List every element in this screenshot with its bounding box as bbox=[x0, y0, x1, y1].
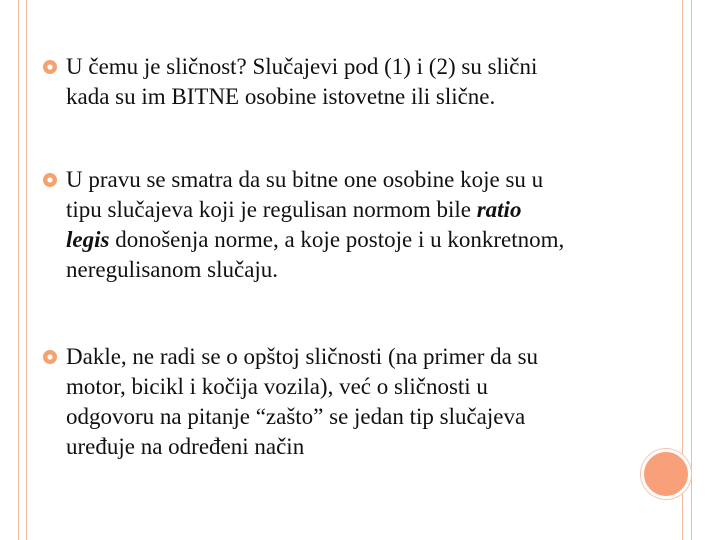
bullet-text-1 bbox=[66, 52, 676, 112]
text-run: odgovoru na pitanje “zašto” se jedan tip slučajeva bbox=[66, 404, 526, 429]
emphasis-legis: legis bbox=[66, 227, 110, 252]
text-run: motor, bicikl i kočija vozila), već o sličnosti u bbox=[66, 374, 488, 399]
text-line bbox=[66, 225, 676, 255]
bullet-text-2 bbox=[66, 165, 676, 285]
text-line bbox=[66, 402, 676, 432]
text-line bbox=[66, 52, 676, 82]
orange-ring-bullet-icon bbox=[41, 348, 59, 366]
text-line bbox=[66, 372, 676, 402]
text-line bbox=[66, 255, 676, 285]
text-run: uređuje na određeni način bbox=[66, 434, 305, 459]
text-run: kada su im BITNE osobine istovetne ili slične. bbox=[66, 84, 496, 109]
text-run: U pravu se smatra da su bitne one osobine koje su u bbox=[66, 167, 544, 192]
text-run: donošenja norme, a koje postoje i u konkretnom, bbox=[109, 227, 565, 252]
text-run: U čemu je sličnost? Slučajevi pod (1) i (2) su slični bbox=[66, 54, 538, 79]
left-frame-line-inner bbox=[26, 0, 27, 540]
text-run: tipu slučajeva koji je regulisan normom bile bbox=[66, 197, 477, 222]
text-line bbox=[66, 342, 676, 372]
right-frame-line-outer bbox=[691, 0, 692, 540]
orange-ring-bullet-icon bbox=[41, 171, 59, 189]
text-line bbox=[66, 82, 676, 112]
left-frame-line-outer bbox=[18, 0, 19, 540]
emphasis-ratio: ratio bbox=[476, 197, 522, 222]
bullet-text-3 bbox=[66, 342, 676, 462]
text-line bbox=[66, 195, 676, 225]
text-run: neregulisanom slučaju. bbox=[66, 257, 279, 282]
text-line bbox=[66, 165, 676, 195]
text-line bbox=[66, 432, 676, 462]
text-run: Dakle, ne radi se o opštoj sličnosti (na primer da su bbox=[66, 344, 539, 369]
orange-ring-bullet-icon bbox=[41, 58, 59, 76]
